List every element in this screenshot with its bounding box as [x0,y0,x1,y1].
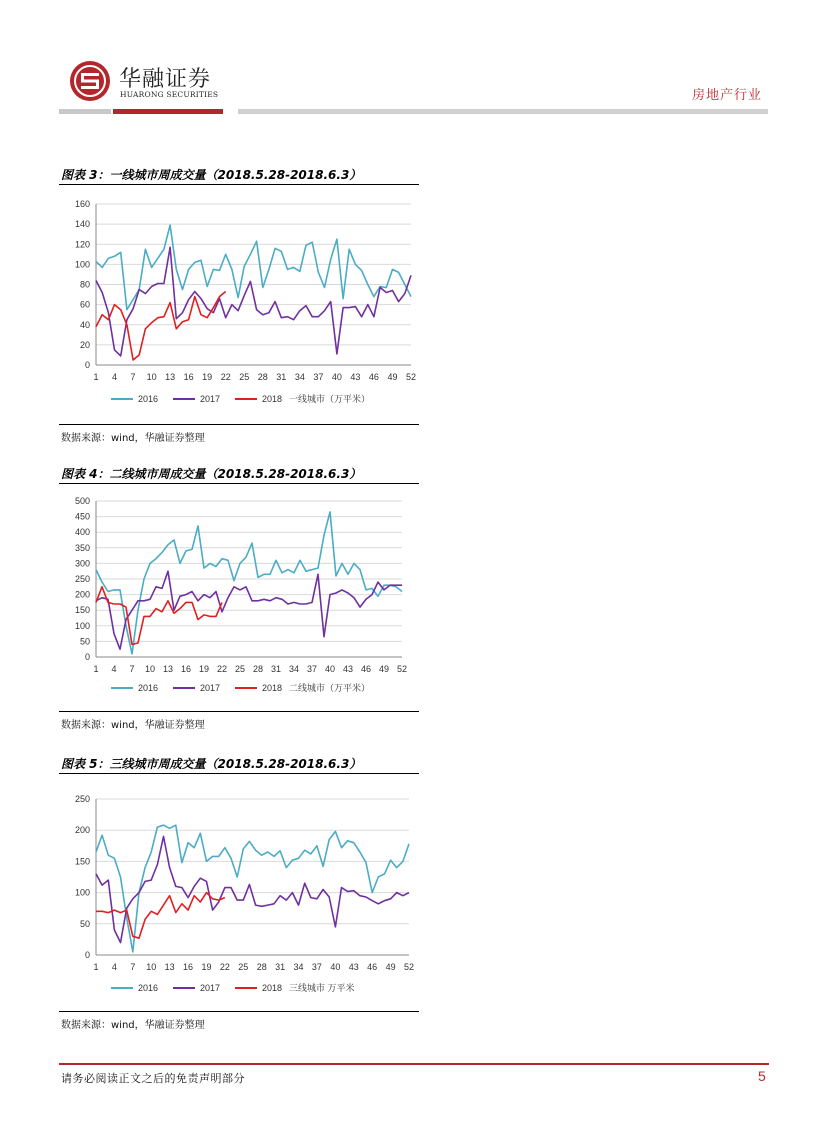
y-tick-label: 140 [74,219,90,230]
x-tick-label: 28 [257,372,268,382]
y-tick-label: 450 [74,511,90,522]
figure-4-bottom-rule [59,711,419,712]
y-tick-label: 0 [84,360,90,370]
x-tick-label: 31 [275,962,286,972]
figure-3-title-rule [59,184,419,185]
x-tick-label: 37 [313,372,324,382]
x-tick-label: 1 [93,962,99,972]
brand-logo-icon [69,60,111,102]
legend-entry: 2017 [200,394,221,404]
y-tick-label: 400 [74,527,90,538]
x-tick-label: 40 [324,664,336,674]
x-tick-label: 43 [342,664,354,674]
page-number: 5 [758,1068,766,1084]
x-tick-label: 43 [350,372,361,382]
x-tick-label: 52 [403,962,415,972]
x-tick-label: 10 [144,664,156,674]
x-tick-label: 7 [130,962,136,972]
y-tick-label: 60 [79,299,90,310]
legend-entry: 2016 [138,394,159,404]
x-tick-label: 28 [252,664,264,674]
figure-5-bottom-rule [59,1011,419,1012]
footer-rule [59,1063,769,1065]
y-tick-label: 200 [74,589,90,600]
legend-entry: 2018 [262,394,283,404]
x-tick-label: 34 [294,372,305,382]
y-tick-label: 0 [84,652,90,662]
y-tick-label: 350 [74,542,90,553]
x-tick-label: 46 [360,664,372,674]
x-tick-label: 40 [331,372,342,382]
x-tick-label: 19 [201,962,212,972]
x-tick-label: 19 [198,664,210,674]
y-tick-label: 150 [74,856,90,867]
y-tick-label: 250 [74,794,90,804]
legend-entry: 2017 [200,983,221,993]
figure-4-title: 图表 4：二线城市周成交量（2018.5.28-2018.6.3） [61,467,362,481]
legend-entry: 2016 [138,983,159,993]
figure-4-title-rule [59,483,419,484]
x-tick-label: 7 [129,664,135,674]
figure-4-source: 数据来源：wind，华融证券整理 [61,720,205,731]
x-tick-label: 40 [330,962,341,972]
x-tick-label: 16 [183,962,194,972]
legend-title: 二线城市（万平米） [289,683,371,693]
legend-title: 三线城市 万平米 [289,983,355,993]
y-tick-label: 150 [74,605,90,616]
x-tick-label: 34 [293,962,304,972]
figure-3-title: 图表 3：一线城市周成交量（2018.5.28-2018.6.3） [61,168,362,182]
y-tick-label: 20 [79,339,90,350]
x-tick-label: 25 [238,962,249,972]
y-tick-label: 0 [84,950,90,960]
x-tick-label: 22 [216,664,228,674]
y-tick-label: 100 [74,620,90,631]
y-tick-label: 300 [74,558,90,569]
x-tick-label: 1 [93,664,99,674]
y-tick-label: 200 [74,825,90,836]
y-tick-label: 50 [79,918,90,929]
x-tick-label: 31 [270,664,282,674]
x-tick-label: 25 [239,372,250,382]
x-tick-label: 37 [311,962,322,972]
figure-5-source: 数据来源：wind，华融证券整理 [61,1020,205,1031]
legend-entry: 2018 [262,683,283,693]
x-tick-label: 31 [276,372,287,382]
header-bar-gray-right [238,109,768,114]
x-tick-label: 46 [368,372,379,382]
header-bar-gray-left [59,109,111,114]
y-tick-label: 40 [79,319,90,330]
y-tick-label: 50 [79,636,90,647]
figure-5-chart [59,778,419,1010]
x-tick-label: 13 [165,372,176,382]
x-tick-label: 4 [111,962,117,972]
x-tick-label: 28 [256,962,267,972]
legend-entry: 2018 [262,983,283,993]
x-tick-label: 4 [112,372,118,382]
y-tick-label: 250 [74,574,90,584]
x-tick-label: 49 [387,372,398,382]
x-tick-label: 37 [306,664,318,674]
x-tick-label: 52 [396,664,408,674]
x-tick-label: 10 [146,962,157,972]
figure-3-chart [59,189,419,421]
y-tick-label: 80 [79,279,90,290]
figure-5-title: 图表 5：三线城市周成交量（2018.5.28-2018.6.3） [61,757,362,771]
footer-disclaimer: 请务必阅读正文之后的免责声明部分 [61,1072,245,1085]
figure-3-source: 数据来源：wind，华融证券整理 [61,433,205,444]
series-line-2016 [96,825,409,952]
x-tick-label: 43 [348,962,359,972]
brand-name-cn: 华融证券 [119,67,212,92]
x-tick-label: 25 [234,664,246,674]
figure-5-title-rule [59,773,419,774]
x-tick-label: 22 [220,372,231,382]
x-tick-label: 22 [219,962,230,972]
legend-title: 一线城市（万平米） [289,394,371,404]
x-tick-label: 52 [405,372,417,382]
figure-3-bottom-rule [59,424,419,425]
y-tick-label: 100 [74,887,90,898]
legend-entry: 2016 [138,683,159,693]
x-tick-label: 7 [130,372,136,382]
x-tick-label: 16 [180,664,192,674]
y-tick-label: 500 [74,496,90,506]
x-tick-label: 13 [164,962,175,972]
header-bar-red [113,109,223,114]
industry-label: 房地产行业 [692,88,763,103]
x-tick-label: 49 [385,962,396,972]
legend-entry: 2017 [200,683,221,693]
x-tick-label: 19 [202,372,213,382]
figure-4-chart [59,488,419,710]
y-tick-label: 100 [74,259,90,270]
y-tick-label: 160 [74,199,90,209]
x-tick-label: 16 [183,372,194,382]
x-tick-label: 46 [367,962,378,972]
x-tick-label: 34 [288,664,300,674]
x-tick-label: 13 [162,664,174,674]
x-tick-label: 10 [146,372,157,382]
x-tick-label: 1 [93,372,99,382]
y-tick-label: 120 [74,239,90,250]
series-line-2016 [96,512,402,654]
brand-name-en: HUARONG SECURITIES [120,90,219,99]
x-tick-label: 4 [111,664,117,674]
x-tick-label: 49 [378,664,390,674]
